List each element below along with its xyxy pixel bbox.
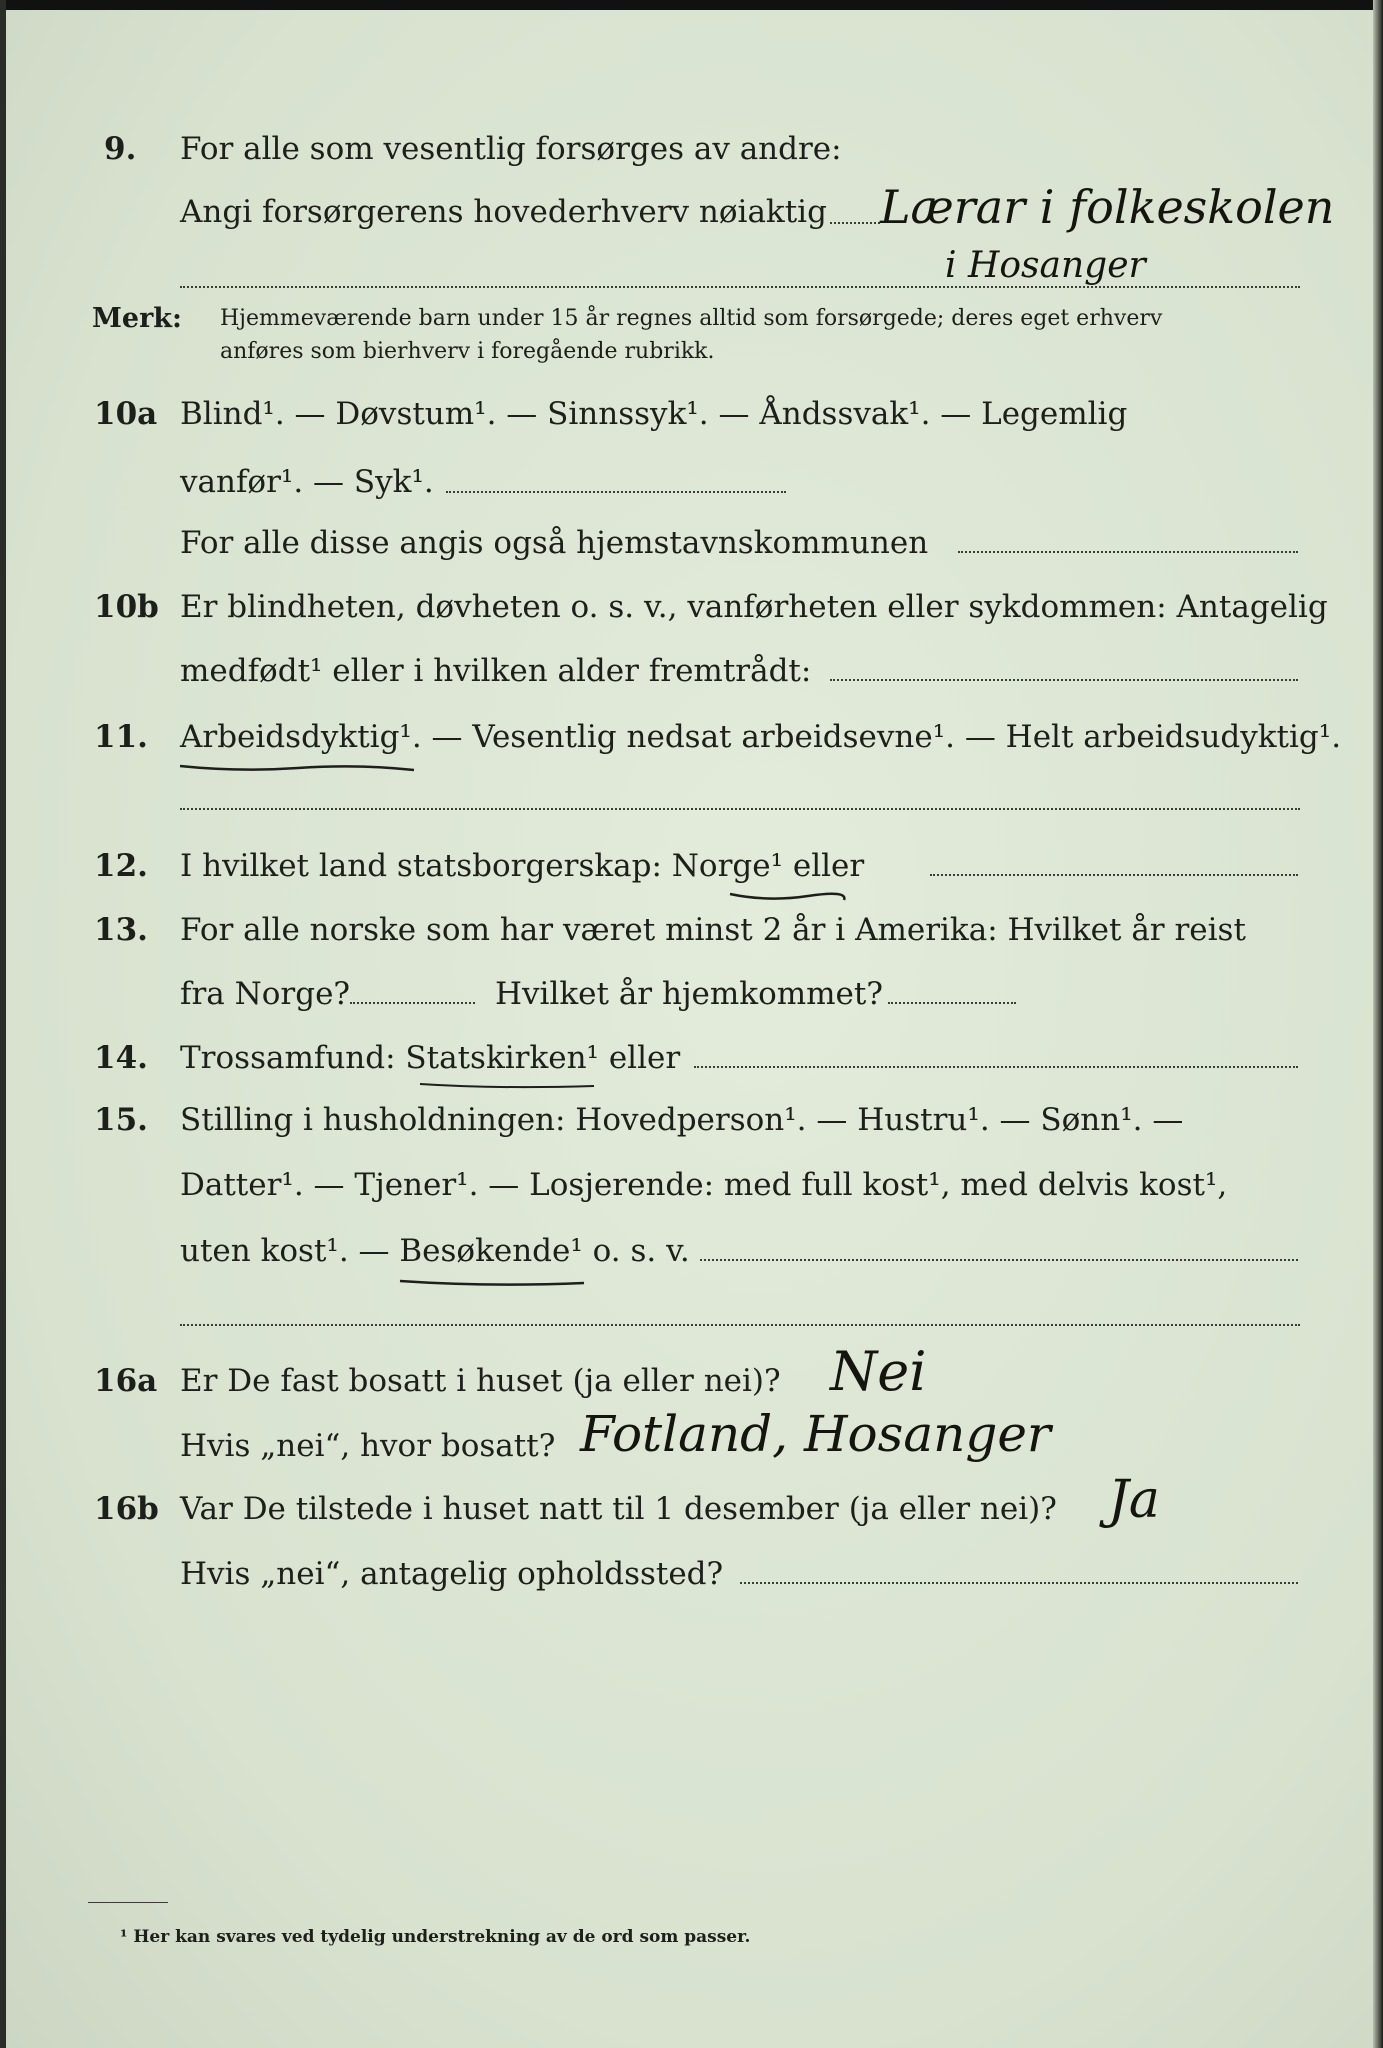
q13-line1: For alle norske som har været minst 2 år i Amerika: Hvilket år reist (180, 912, 1246, 948)
q10a-line3: For alle disse angis også hjemstavnskommunen (180, 525, 929, 561)
q11-rule (180, 808, 1300, 810)
q12-line1: I hvilket land statsborgerskap: Norge¹ eller (180, 848, 865, 884)
q9-answer-handwritten-2: i Hosanger (945, 245, 1146, 286)
q16b-number: 16b (94, 1491, 159, 1527)
q9-line2: Angi forsørgerens hovederhverv nøiaktig (180, 194, 827, 230)
q16a-line1: Er De fast bosatt i huset (ja eller nei)? (180, 1363, 781, 1399)
q15-number: 15. (94, 1102, 148, 1138)
q15-rule (180, 1324, 1300, 1326)
q13-reist-dotline (350, 1002, 475, 1004)
q9-dotline (830, 222, 880, 224)
q16a-bosatt-handwritten: Fotland, Hosanger (580, 1405, 1051, 1463)
q16b-line2: Hvis „nei“, antagelig opholdssted? (180, 1556, 724, 1592)
q15-line2: Datter¹. — Tjener¹. — Losjerende: med full kost¹, med delvis kost¹, (180, 1167, 1228, 1203)
scan-edge-left (0, 0, 6, 2048)
q9-line1: For alle som vesentlig forsørges av andre: (180, 131, 842, 167)
q10b-line2: medfødt¹ eller i hvilken alder fremtrådt: (180, 653, 812, 689)
q12-dotline (930, 874, 1298, 876)
q14-dotline (694, 1066, 1298, 1068)
q15-dotline (700, 1259, 1298, 1261)
footnote-text: ¹ Her kan svares ved tydelig understrekning av de ord som passer. (120, 1927, 751, 1947)
q10a-line1: Blind¹. — Døvstum¹. — Sinnssyk¹. — Åndssvak¹. — Legemlig (180, 396, 1128, 432)
q16b-answer-handwritten: Ja (1108, 1470, 1160, 1530)
q12-number: 12. (94, 848, 148, 884)
q10b-dotline (830, 679, 1298, 681)
scan-edge-top (0, 0, 1383, 10)
q16a-line2: Hvis „nei“, hvor bosatt? (180, 1428, 556, 1464)
q9-answer-handwritten: Lærar i folkeskolen (880, 180, 1335, 234)
footnote-separator (88, 1902, 168, 1903)
q10b-line1: Er blindheten, døvheten o. s. v., vanførheten eller sykdommen: Antagelig (180, 589, 1328, 625)
scan-edge-right (1373, 0, 1383, 2048)
merk-line2: anføres som bierhverv i foregående rubrikk. (220, 339, 715, 364)
merk-label: Merk: (92, 303, 182, 334)
q13-hjem-dotline (888, 1002, 1016, 1004)
q16b-line1: Var De tilstede i huset natt til 1 desember (ja eller nei)? (180, 1491, 1057, 1527)
q10a-dotline (958, 551, 1298, 553)
q10a-number: 10a (94, 396, 158, 432)
q14-statskirken-underline (418, 1080, 598, 1094)
q11-arbeidsdyktig-underline (178, 760, 418, 780)
q15-line3: uten kost¹. — Besøkende¹ o. s. v. (180, 1233, 690, 1269)
q9-rule (180, 286, 1300, 288)
q14-line1: Trossamfund: Statskirken¹ eller (180, 1040, 681, 1076)
q13-line2b: Hvilket år hjemkommet? (495, 976, 883, 1012)
q15-besokende-underline (398, 1275, 588, 1293)
q11-number: 11. (94, 719, 148, 755)
q10a-line2: vanfør¹. — Syk¹. (180, 464, 434, 500)
q13-number: 13. (94, 912, 148, 948)
q11-line1: Arbeidsdyktig¹. — Vesentlig nedsat arbeidsevne¹. — Helt arbeidsudyktig¹. (180, 719, 1342, 755)
q14-number: 14. (94, 1040, 148, 1076)
q15-line1: Stilling i husholdningen: Hovedperson¹. — Hustru¹. — Sønn¹. — (180, 1102, 1184, 1138)
q10b-number: 10b (94, 589, 159, 625)
q16a-number: 16a (94, 1363, 158, 1399)
q10a-syk-dotline (446, 491, 786, 493)
q16a-answer-handwritten: Nei (830, 1340, 927, 1403)
q9-number: 9. (104, 131, 137, 167)
q12-norge-underline (728, 888, 848, 908)
q13-line2a: fra Norge? (180, 976, 351, 1012)
merk-line1: Hjemmeværende barn under 15 år regnes alltid som forsørgede; deres eget erhverv (220, 306, 1163, 331)
q16b-dotline (740, 1582, 1298, 1584)
